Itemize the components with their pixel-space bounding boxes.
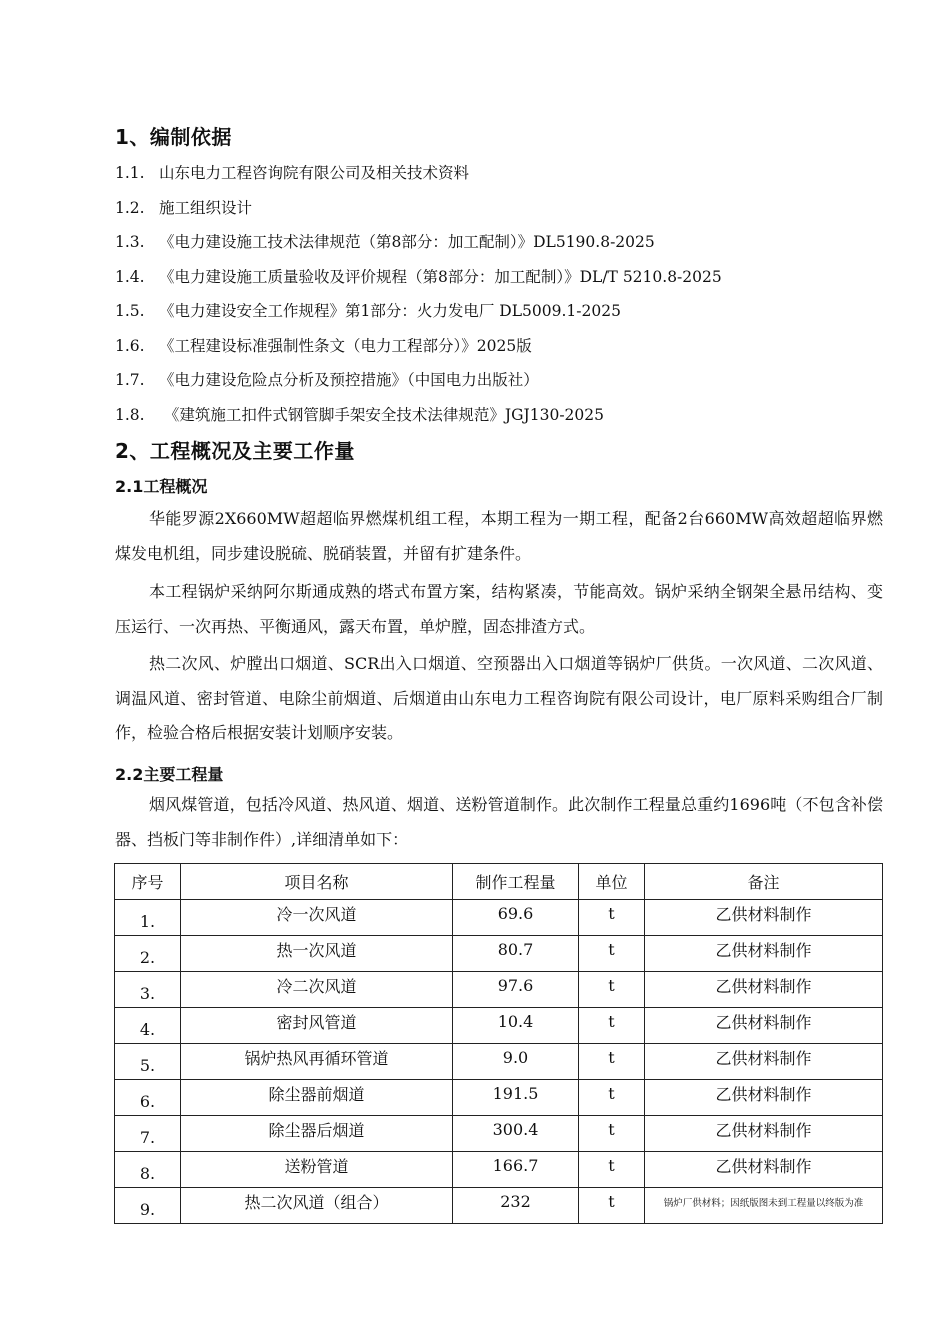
item-name: 除尘器后烟道: [268, 1121, 365, 1140]
column-header-note: 备注: [645, 864, 883, 900]
table-header-row: [115, 864, 883, 900]
supply-scope-paragraph: 热二次风、炉膛出口烟道、SCR出入口烟道、空预器出入口烟道等锅炉厂供货。一次风道、二次风道、调温风道、密封管道、电除尘前烟道、后烟道由山东电力工程咨询院有限公司设计，电厂原料采购组合厂制作，检验合格后根据安装计划顺序安装。: [115, 654, 883, 742]
reference-item: [115, 196, 252, 218]
reference-text: 《电力建设施工质量验收及评价规程（第8部分：加工配制）》DL/T 5210.8-2025: [159, 268, 722, 286]
item-unit: t: [608, 1048, 615, 1067]
item-unit: t: [608, 1084, 615, 1103]
table-row: [115, 1188, 883, 1224]
section-2-heading: 2、工程概况及主要工作量: [115, 439, 355, 463]
item-quantity: 69.6: [497, 904, 534, 923]
item-quantity: 300.4: [492, 1120, 539, 1139]
reference-item: [115, 368, 539, 390]
reference-text: 《电力建设施工技术法律规范（第8部分：加工配制）》DL5190.8-2025: [159, 233, 655, 251]
item-name: 锅炉热风再循环管道: [244, 1049, 389, 1068]
column-header-name: 项目名称: [181, 864, 453, 900]
item-quantity: 232: [500, 1192, 531, 1211]
reference-text: 《电力建设危险点分析及预控措施》（中国电力出版社）: [159, 371, 539, 389]
row-number: 1.: [139, 912, 156, 931]
table-row: [115, 972, 883, 1008]
table-row: [115, 1152, 883, 1188]
row-number: 8.: [139, 1164, 156, 1183]
row-number: 9.: [139, 1200, 156, 1219]
item-note: 乙供材料制作: [715, 1049, 812, 1068]
row-number: 3.: [139, 984, 156, 1003]
reference-text: 《电力建设安全工作规程》第1部分：火力发电厂 DL5009.1-2025: [159, 302, 621, 320]
reference-item: [115, 299, 621, 321]
reference-item: [115, 334, 532, 356]
item-note: 乙供材料制作: [715, 1121, 812, 1140]
table-row: [115, 936, 883, 972]
item-unit: t: [608, 940, 615, 959]
table-row: [115, 1116, 883, 1152]
item-quantity: 9.0: [502, 1048, 529, 1067]
row-number: 5.: [139, 1056, 156, 1075]
item-note: 乙供材料制作: [715, 905, 812, 924]
item-unit: t: [608, 1012, 615, 1031]
reference-text: 施工组织设计: [159, 199, 253, 217]
reference-number: 1.7.: [115, 371, 145, 389]
item-name: 送粉管道: [284, 1157, 349, 1176]
item-unit: t: [608, 1192, 615, 1211]
item-note: 乙供材料制作: [715, 1157, 812, 1176]
boiler-layout-paragraph: 本工程锅炉采纳阿尔斯通成熟的塔式布置方案，结构紧凑，节能高效。锅炉采纳全钢架全悬吊结构、变压运行、一次再热、平衡通风，露天布置，单炉膛，固态排渣方式。: [115, 582, 883, 636]
item-quantity: 97.6: [497, 976, 534, 995]
item-note: 乙供材料制作: [715, 1013, 812, 1032]
item-quantity: 166.7: [492, 1156, 539, 1175]
column-header-quantity: 制作工程量: [453, 864, 579, 900]
table-row: [115, 1080, 883, 1116]
item-unit: t: [608, 904, 615, 923]
item-name: 密封风管道: [276, 1013, 357, 1032]
table-row: [115, 900, 883, 936]
item-name: 冷一次风道: [276, 905, 357, 924]
table-row: [115, 1008, 883, 1044]
item-note: 乙供材料制作: [715, 941, 812, 960]
row-number: 4.: [139, 1020, 156, 1039]
reference-number: 1.4.: [115, 268, 145, 286]
reference-number: 1.3.: [115, 233, 145, 251]
item-note: 乙供材料制作: [715, 1085, 812, 1104]
reference-item: [115, 403, 604, 425]
item-name: 热二次风道（组合）: [244, 1193, 389, 1212]
row-number: 2.: [139, 948, 156, 967]
item-quantity: 80.7: [497, 940, 534, 959]
item-unit: t: [608, 1120, 615, 1139]
item-note: 锅炉厂供材料；因纸版图未到工程量以终版为准: [663, 1197, 864, 1209]
table-row: [115, 1044, 883, 1080]
item-name: 除尘器前烟道: [268, 1085, 365, 1104]
row-number: 7.: [139, 1128, 156, 1147]
item-name: 冷二次风道: [276, 977, 357, 996]
reference-number: 1.6.: [115, 337, 145, 355]
item-unit: t: [608, 976, 615, 995]
project-overview-paragraph: 华能罗源2X660MW超超临界燃煤机组工程，本期工程为一期工程，配备2台660MW高效超超临界燃煤发电机组，同步建设脱硫、脱硝装置，并留有扩建条件。: [115, 509, 883, 563]
section-1-heading: 1、编制依据: [115, 125, 232, 149]
reference-number: 1.2.: [115, 199, 145, 217]
column-header-no: 序号: [115, 864, 181, 900]
reference-text: 山东电力工程咨询院有限公司及相关技术资料: [159, 164, 470, 182]
reference-number: 1.1.: [115, 164, 145, 182]
item-name: 热一次风道: [276, 941, 357, 960]
workload-table: [114, 863, 883, 1224]
reference-number: 1.5.: [115, 302, 145, 320]
item-quantity: 10.4: [497, 1012, 534, 1031]
item-quantity: 191.5: [492, 1084, 539, 1103]
reference-text: 《建筑施工扣件式钢管脚手架安全技术法律规范》JGJ130-2025: [159, 406, 605, 424]
subsection-2-2-heading: 2.2主要工程量: [115, 765, 224, 784]
subsection-2-1-heading: 2.1工程概况: [115, 477, 208, 496]
reference-item: [115, 161, 469, 183]
reference-number: 1.8.: [115, 406, 145, 424]
workload-paragraph: 烟风煤管道，包括冷风道、热风道、烟道、送粉管道制作。此次制作工程量总重约1696吨（不包含补偿器、挡板门等非制作件）,详细清单如下：: [115, 795, 883, 849]
item-unit: t: [608, 1156, 615, 1175]
reference-text: 《工程建设标准强制性条文（电力工程部分）》2025版: [159, 337, 532, 355]
reference-item: [115, 265, 722, 287]
reference-item: [115, 230, 655, 252]
row-number: 6.: [139, 1092, 156, 1111]
column-header-unit: 单位: [579, 864, 645, 900]
item-note: 乙供材料制作: [715, 977, 812, 996]
